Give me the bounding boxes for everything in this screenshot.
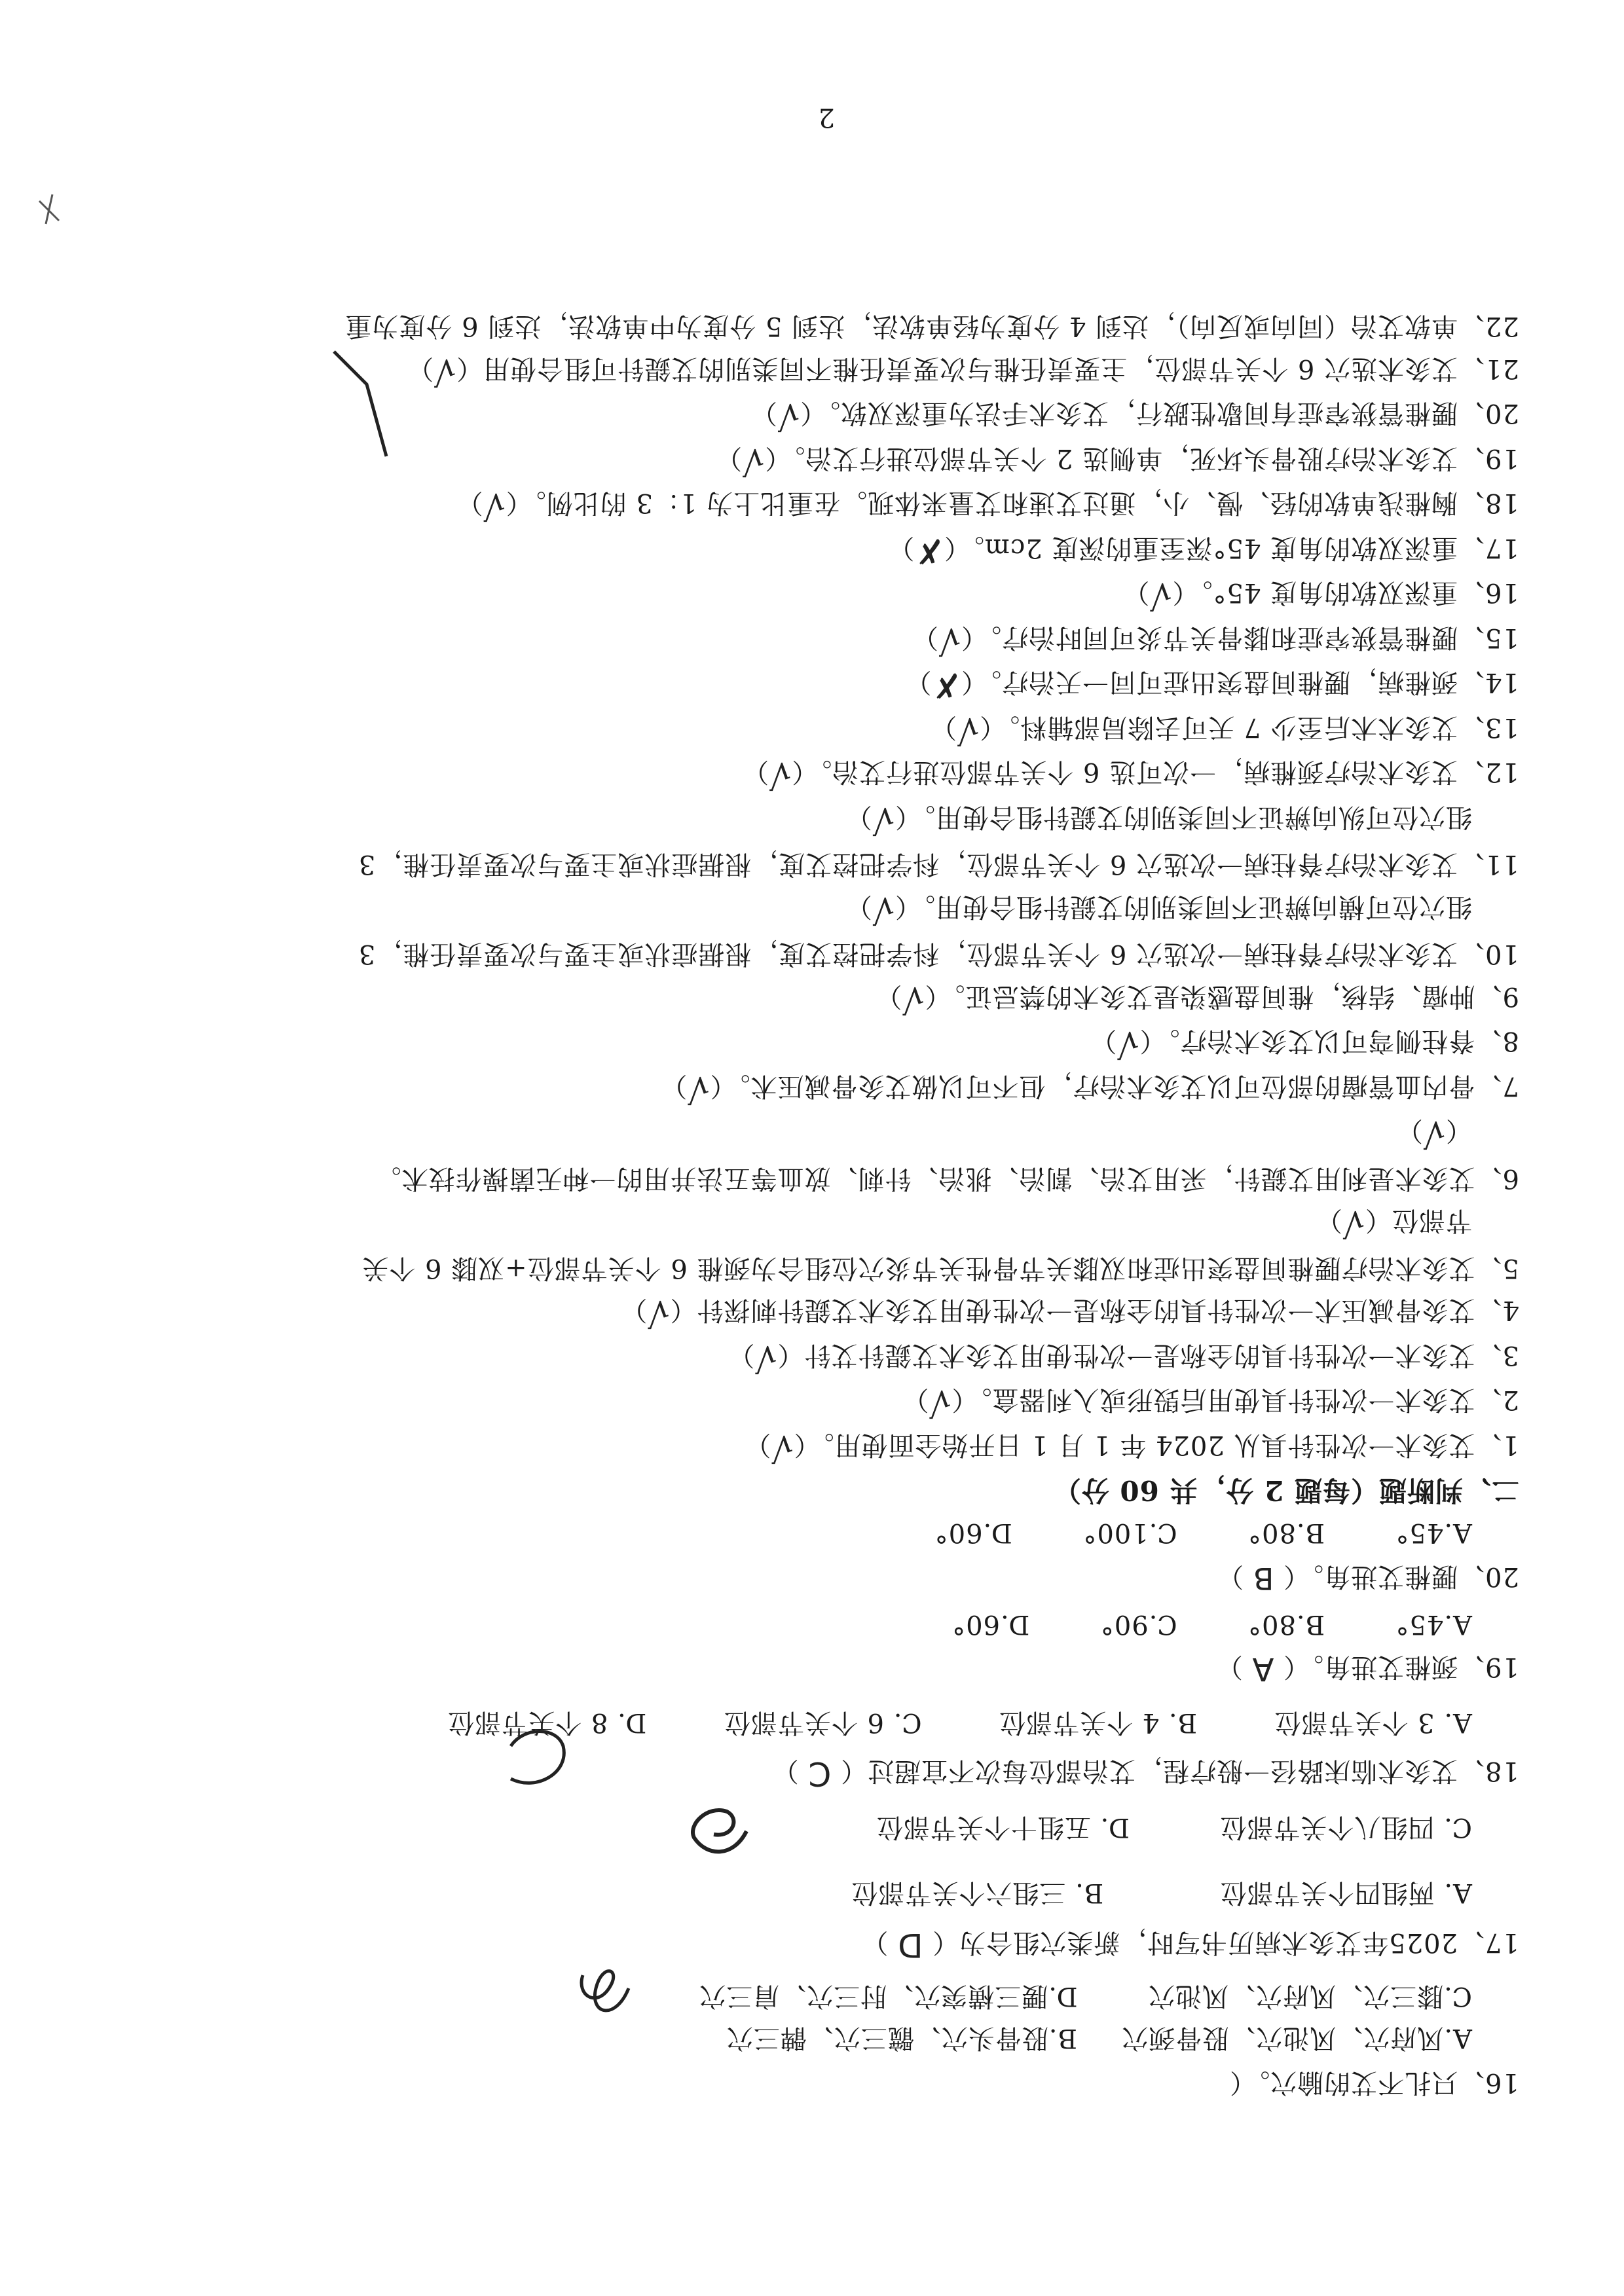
tf-line <box>750 396 1519 436</box>
handwritten-answer: C <box>807 1755 832 1793</box>
tf-statement: 20、腰椎管狭窄症有间歇性跛行，艾灸术手法为重深双软。（ <box>800 398 1519 429</box>
check-mark-icon: √ <box>647 1293 670 1333</box>
question-stem: 20、腰椎艾进角。（ <box>1283 1561 1519 1592</box>
tf-statement: 7、骨内血管瘤的部位可以艾灸术治疗，但不可以做艾灸骨减压术。（ <box>709 1071 1519 1101</box>
check-mark-icon: √ <box>1116 1024 1139 1064</box>
option-c: C. 6 个关节部位 <box>723 1707 922 1738</box>
question-18: 18、艾灸术临床路径一般疗程，艾治部位每次不宜超过（ C ） <box>771 1755 1519 1793</box>
tf-line <box>620 1293 1519 1333</box>
option-b: B. 4 个关节部位 <box>999 1707 1198 1738</box>
q17-option-row-2 <box>876 1810 1472 1844</box>
tf-statement: 4、艾灸骨减压术一次性针具的全称是一次性使用艾灸术艾鍉针刺探针（ <box>669 1295 1519 1326</box>
question-stem: 17、2025年艾灸术病历书写时，新类穴组合为（ <box>932 1927 1519 1958</box>
closing-paren: ） <box>845 892 872 922</box>
tf-line <box>1122 576 1519 613</box>
closing-paren: ） <box>742 757 769 788</box>
tf-statement: 2、艾灸术一次性针具使用后毁形或入利器盒。（ <box>951 1385 1519 1415</box>
closing-paren: ） <box>715 443 743 473</box>
check-mark-icon: √ <box>771 1428 794 1467</box>
check-mark-icon: √ <box>938 621 961 660</box>
stray-mark <box>26 188 65 227</box>
check-mark-icon: √ <box>754 1338 777 1377</box>
check-mark-icon: √ <box>1422 1114 1445 1154</box>
closing-paren: ） <box>1090 1026 1117 1057</box>
answer-scribble-q16 <box>563 1949 642 2028</box>
closing-paren: ） <box>1122 577 1150 608</box>
closing-paren: ） <box>930 712 957 742</box>
option-a: A.45° <box>1395 1518 1472 1548</box>
check-mark-icon: √ <box>1149 575 1172 615</box>
option-d: D.腰三横突穴、肘三穴、肩三穴 <box>699 1981 1078 2011</box>
check-mark-icon: √ <box>872 800 895 839</box>
closing-paren: ） <box>407 354 434 384</box>
answer-scribble-q18 <box>498 1720 576 1792</box>
tf-statement: 组穴位可横向辨证不同类别的艾鍉针组合使用。（ <box>895 892 1472 922</box>
option-d: D.60° <box>934 1518 1012 1548</box>
tf-line <box>358 938 1519 972</box>
section-heading: 二、判断题（每题 2 分，共 60 分） <box>1052 1474 1519 1506</box>
closing-paren: ） <box>875 981 902 1011</box>
option-c: C.90° <box>1099 1609 1177 1639</box>
tf-statement: 22、单软艾治（同向或反向），达到 4 分度为轻单软法，达到 5 分度为中单软法，达到 6 分度为重 <box>344 311 1519 342</box>
tf-statement: 组穴位可纵向辨证不同类别的艾鍉针组合使用。（ <box>895 802 1472 832</box>
tf-line <box>845 800 1472 837</box>
tf-line <box>1090 1024 1519 1064</box>
closing-paren: ） <box>904 667 932 698</box>
tf-statement: 17、重深双软的角度 45°深至重的深度 2cm。（ <box>943 533 1519 563</box>
page-number: 2 <box>818 102 835 132</box>
tf-statement: 14、颈椎病，腰椎间盘突出症可同一天治疗。（ <box>961 667 1519 698</box>
option-d: D.60° <box>951 1609 1030 1639</box>
tf-line <box>1395 1114 1472 1154</box>
answer-scribble-q18-tf <box>314 345 393 463</box>
option-a: A. 3 个关节部位 <box>1274 1707 1472 1738</box>
tf-statement: 11、艾灸术治疗脊柱病一次选穴 6 个关节部位，科学把控艾度，根据症状或主要与次要责任椎，3 <box>358 849 1519 880</box>
closing-paren: ） <box>1395 1116 1423 1146</box>
handwritten-answer: B <box>1252 1561 1274 1596</box>
cross-mark-icon: ✗ <box>931 665 961 705</box>
option-c: C.膝三穴、风府穴、风池穴 <box>1148 1981 1472 2011</box>
check-mark-icon: √ <box>742 441 765 481</box>
tf-line <box>875 979 1519 1019</box>
closing-paren: ） <box>887 533 915 563</box>
question-20: 20、腰椎艾进角。（ B ） <box>1217 1561 1519 1596</box>
handwritten-answer: A <box>1251 1650 1274 1687</box>
tf-line <box>344 310 1519 344</box>
tf-line <box>1316 1204 1472 1241</box>
tf-line <box>361 1251 1519 1285</box>
tf-statement: 16、重深双软的角度 45°。（ <box>1172 577 1519 608</box>
tf-line <box>742 755 1519 795</box>
closing-paren: ） <box>1315 1205 1342 1236</box>
check-mark-icon: √ <box>957 710 980 750</box>
q17-option-row-1 <box>851 1876 1472 1910</box>
check-mark-icon: √ <box>929 1383 951 1423</box>
tf-line <box>456 486 1519 526</box>
tf-statement: 12、艾灸术治疗颈椎病，一次可选 6 个关节部位进行艾治。（ <box>791 757 1519 788</box>
option-b: B. 三组六个关节部位 <box>851 1878 1104 1908</box>
tf-statement: 19、艾灸术治疗股骨头坏死，单侧选 2 个关节部位进行艾治。（ <box>764 443 1519 473</box>
check-mark-icon: √ <box>1342 1203 1365 1243</box>
q20-option-row <box>934 1516 1472 1550</box>
tf-statement: 18、胸椎浅单软的轻、慢、小，通过艾速和艾量来体现。在重比上为 1：3 的比例。（ <box>505 488 1519 519</box>
closing-paren: ） <box>744 1430 771 1460</box>
tf-line <box>660 1069 1519 1106</box>
tf-line <box>358 848 1519 882</box>
tf-statement: 9、肿瘤、结核，椎间盘感染是艾灸术的禁忌证。（ <box>924 981 1519 1011</box>
check-mark-icon: √ <box>687 1069 710 1108</box>
check-mark-icon: √ <box>902 979 925 1019</box>
tf-line <box>407 352 1519 391</box>
closing-paren: ） <box>902 1385 929 1415</box>
tf-statement: 节部位（ <box>1365 1205 1472 1236</box>
handwritten-answer: D <box>897 1926 923 1964</box>
tf-line <box>930 710 1519 750</box>
tf-line <box>744 1428 1519 1465</box>
option-b: B.80° <box>1247 1609 1325 1639</box>
question-stem: 19、颈椎艾进角。（ <box>1283 1652 1519 1682</box>
q18-option-row <box>447 1705 1472 1740</box>
closing-paren: ） <box>750 398 777 429</box>
option-a: A.45° <box>1395 1609 1472 1639</box>
closing-paren: ） <box>728 1340 755 1370</box>
closing-paren: ） <box>845 802 872 832</box>
tf-statement: 6、艾灸术是利用艾鍉针，采用艾治、割治、挑治、针刺、放血等五法并用的一种无菌操作技术。 <box>374 1163 1519 1194</box>
tf-statement: 1、艾灸术一次性针具从 2024 年 1 月 1 日开始全面使用。（ <box>793 1430 1519 1460</box>
tf-line <box>887 531 1519 568</box>
tf-statement: 5、艾灸术治疗腰椎间盘突出症和双膝关节骨性关节炎穴位组合为颈椎 6 个关节部位+双膝 6 个关 <box>361 1253 1519 1283</box>
q19-option-row <box>951 1607 1472 1641</box>
question-19: 19、颈椎艾进角。（ A ） <box>1215 1650 1519 1687</box>
check-mark-icon: √ <box>777 396 800 436</box>
check-mark-icon: √ <box>483 486 506 526</box>
question-16 <box>1229 2066 1519 2100</box>
option-a: A.风府穴、风池穴、股骨颈穴 <box>1121 2023 1472 2053</box>
closing-paren: ） <box>660 1071 688 1101</box>
tf-statement: 8、脊柱侧弯可以艾灸术治疗。（ <box>1139 1026 1519 1057</box>
tf-line <box>728 1338 1519 1375</box>
tf-statement: （ <box>1445 1116 1472 1146</box>
closing-paren: ） <box>911 623 938 653</box>
option-d: D. 五组十个关节部位 <box>876 1812 1130 1842</box>
option-d: D. 8 个关节部位 <box>447 1707 647 1738</box>
option-c: C. 四组八个关节部位 <box>1219 1812 1472 1842</box>
option-b: B.80° <box>1247 1518 1325 1548</box>
option-a: A. 两组四个关节部位 <box>1219 1878 1472 1908</box>
question-stem: 18、艾灸术临床路径一般疗程，艾治部位每次不宜超过（ <box>840 1756 1519 1786</box>
tf-statement: 10、艾灸术治疗脊柱病一次选穴 6 个关节部位，科学把控艾度，根据症状或主要与次要责任椎，3 <box>358 939 1519 970</box>
option-b: B.股骨头穴、髋三穴、髀三穴 <box>726 2023 1077 2053</box>
tf-line <box>904 665 1519 705</box>
check-mark-icon: √ <box>769 755 792 795</box>
tf-line <box>715 441 1519 481</box>
cross-mark-icon: ✗ <box>914 531 944 570</box>
closing-paren: ） <box>456 488 483 519</box>
tf-statement: 21、艾灸术选穴 6 个关节部位，主要责任椎与次要责任椎不同类别的艾鍉针可组合使用（ <box>456 354 1519 384</box>
question-stem: 16、只扎不艾的腧穴。（ <box>1229 2068 1519 2098</box>
closing-paren: ） <box>620 1295 648 1326</box>
option-c: C.100° <box>1082 1518 1177 1548</box>
tf-line <box>902 1383 1519 1423</box>
tf-line <box>375 1161 1519 1195</box>
tf-line <box>845 890 1472 929</box>
check-mark-icon: √ <box>872 890 895 929</box>
q16-option-row-1 <box>726 2021 1472 2055</box>
q16-option-row-2 <box>699 1979 1472 2013</box>
tf-statement: 15、腰椎管狭窄症和膝骨关节炎可同时治疗。（ <box>961 623 1519 653</box>
check-mark-icon: √ <box>434 352 456 391</box>
tf-statement: 3、艾灸术一次性针具的全称是一次性使用艾灸术艾鍉针艾针（ <box>777 1340 1519 1370</box>
question-17: 17、2025年艾灸术病历书写时，新类穴组合为（ D ） <box>861 1926 1519 1964</box>
answer-scribble-q17 <box>681 1798 753 1864</box>
tf-statement: 13、艾灸术术后至少 7 天可去除局部辅料。（ <box>979 712 1519 742</box>
tf-line <box>911 621 1519 660</box>
